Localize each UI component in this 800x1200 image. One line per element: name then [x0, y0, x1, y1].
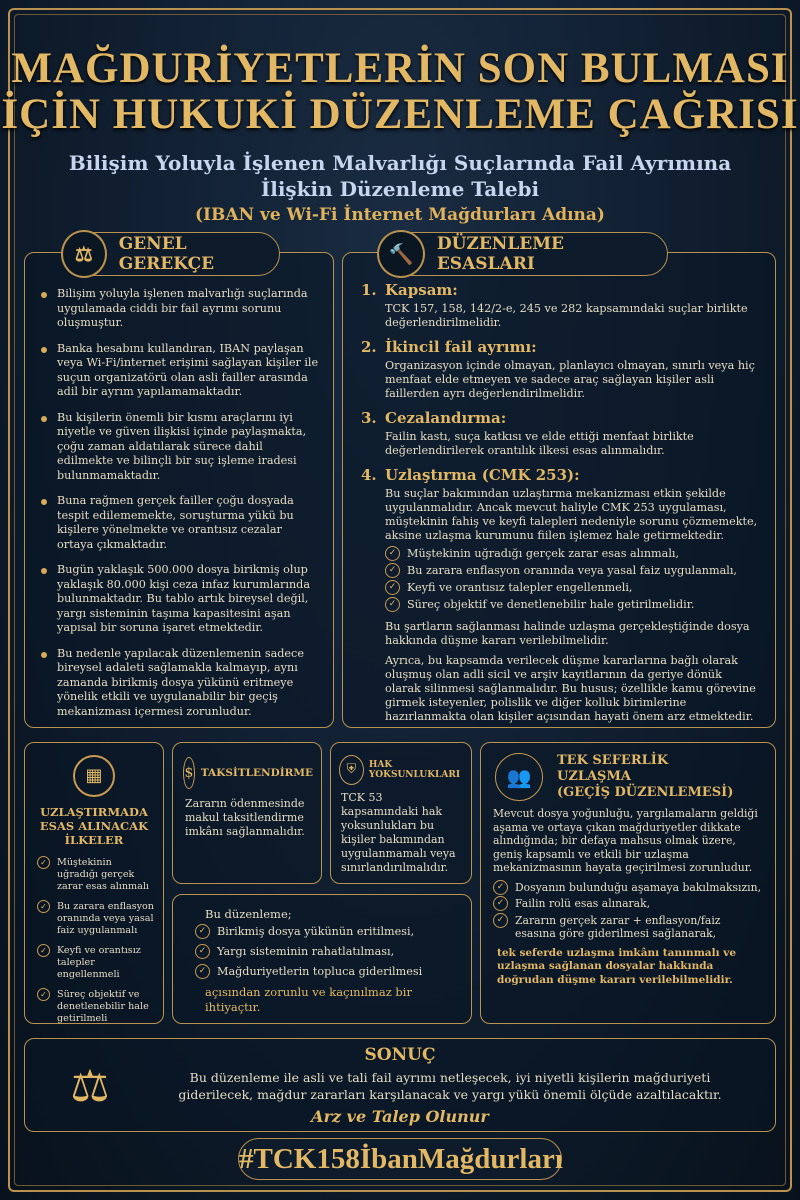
item-number: 2. — [361, 338, 377, 356]
bu-duzenleme-intro: Bu düzenleme; — [205, 907, 292, 921]
uzlastirma-ilkeler-panel — [24, 742, 164, 1024]
duzenleme-item-3 — [361, 409, 761, 458]
tek-seferlik-body: Mevcut dosya yoğunluğu, yargılamaların geldiği aşama ve ortaya çıkan mağduriyetler dikkate alındığında; bir defaya mahsus olmak üzere, geniş kapsamlı ve etkili bir uzlaşma mekanizmasının hayata geçirilmesi zorunludur. — [493, 807, 758, 874]
duzenleme-item-1 — [361, 281, 761, 330]
list-item: Buna rağmen gerçek failler çoğu dosyada tespit edilememekte, soruşturma yükü bu kişilere yönelmekte ve orantısız cezalar ortaya çıkmaktadır. — [39, 494, 321, 552]
hak-panel — [330, 742, 472, 884]
sonuc-heading: SONUÇ — [364, 1045, 436, 1065]
duzenleme-paragraph-1: Bu şartların sağlanması halinde uzlaşma gerçekleştiğinde dosya hakkında düşme kararı verilebilmelidir. — [385, 620, 750, 647]
duzenleme-item-2 — [361, 338, 761, 401]
item-title: Uzlaştırma (CMK 253): — [385, 466, 580, 484]
check-item: ✓ Mağduriyetlerin topluca giderilmesi — [195, 965, 461, 979]
check-item: ✓ Müştekinin uğradığı gerçek zarar esas alınmalı, — [385, 547, 761, 561]
gavel-icon: 🔨 — [377, 230, 425, 278]
item-number: 1. — [361, 281, 377, 299]
check-item: ✓ Keyfi ve orantısız talepler engellenmeli, — [385, 581, 761, 595]
shield-person-icon: ⛨ — [339, 755, 364, 785]
hak-body: TCK 53 kapsamındaki hak yoksunlukları bu kişiler bakımından uygulanmamalı veya sınırlandırılmalıdır. — [341, 791, 456, 874]
tek-seferlik-heading-3: (GEÇİŞ DÜZENLEMESİ) — [557, 785, 734, 800]
subtitle-line-1: Bilişim Yoluyla İşlenen Malvarlığı Suçlarında Fail Ayrımına — [68, 151, 732, 175]
money-bag-icon: $ — [183, 757, 195, 789]
check-item: ✓ Failin rolü esas alınarak, — [493, 897, 763, 911]
calendar-icon: ▦ — [25, 755, 163, 797]
subtitle-note: (IBAN ve Wi-Fi İnternet Mağdurları Adına) — [195, 205, 605, 225]
title-line-1: MAĞDURİYETLERİN SON BULMASI — [11, 45, 789, 92]
check-item: ✓ Birikmiş dosya yükünün eritilmesi, — [195, 925, 461, 939]
check-item: ✓ Süreç objektif ve denetlenebilir hale getirilmelidir. — [385, 598, 761, 612]
subtitle — [60, 150, 740, 202]
group-icon: 👥 — [495, 753, 543, 801]
item-title: Cezalandırma: — [385, 409, 507, 427]
duzenleme-item-4 — [361, 466, 761, 724]
duzenleme-paragraph-2: Ayrıca, bu kapsamda verilecek düşme kararlarına bağlı olarak oluşmuş olan adli sicil ve arşiv kayıtlarının da geriye dönük olarak silinmesi sağlanmalıdır. Bu husus; özellikle kamu görevine girmek isteyenler, polislik ve diğer kolluk birimlerine hazırlanmakta olan kişiler açısından hayati önem arz etmektedir. — [385, 654, 756, 723]
check-item: ✓ Bu zarara enflasyon oranında veya yasal faiz uygulanmalı — [37, 901, 155, 937]
item-body: Bu suçlar bakımından uzlaştırma mekanizması etkin şekilde uygulanmalıdır. Ancak mevcut haliyle CMK 253 uygulaması, müştekinin fahiş ve keyfi talepleri nedeniyle sorunu çözmemekte, aksine uzlaşma kurumunu fiilen işlemez hale getirmektedir. — [385, 487, 758, 542]
hashtag-badge: #TCK158İbanMağdurları — [238, 1138, 562, 1180]
item-title: Kapsam: — [385, 281, 458, 299]
duzenleme-content — [361, 281, 761, 732]
hak-heading: HAK YOKSUNLUKLARI — [368, 760, 461, 780]
check-item: ✓ Yargı sisteminin rahatlatılması, — [195, 945, 461, 959]
list-item: Banka hesabını kullandıran, IBAN paylaşan veya Wi-Fi/internet erişimi sağlayan kişiler ile suçun organizatörü olan asli failler arasında adil bir ayrım yapılamamaktadır. — [39, 342, 321, 400]
tek-seferlik-heading-2: UZLAŞMA — [557, 769, 631, 784]
duzenleme-heading: DÜZENLEME ESASLARI — [436, 234, 565, 274]
tek-seferlik-panel — [480, 742, 776, 1024]
item-body: Failin kastı, suça katkısı ve elde ettiği menfaat birlikte değerlendirilerek orantılık ilkesi esas alınmalıdır. — [385, 430, 694, 457]
check-item: ✓ Süreç objektif ve denetlenebilir hale getirilmeli — [37, 989, 155, 1025]
item-number: 4. — [361, 466, 377, 484]
genel-gerekce-header — [62, 232, 280, 276]
tek-seferlik-list — [493, 881, 763, 941]
scales-icon: ⚖ — [61, 230, 107, 278]
bu-duzenleme-outro: açısından zorunlu ve kaçınılmaz bir ihtiyaçtır. — [205, 985, 412, 1014]
list-item: Bilişim yoluyla işlenen malvarlığı suçlarında uygulamada ciddi bir fail ayrımı sorunu oluşmuştur. — [39, 287, 321, 331]
list-item: Bu kişilerin önemli bir kısmı araçlarını iyi niyetle ve güven ilişkisi içinde paylaşmakta, çoğu zaman aldatılarak sürece dahil edilmekte ve bilinçli bir suç işleme iradesi bulunmamaktadır. — [39, 411, 321, 484]
list-item: Bugün yaklaşık 500.000 dosya birikmiş olup yaklaşık 80.000 kişi ceza infaz kurumlarında bulunmaktadır. Bu tablo artık bireysel değil, yargı sisteminin taşıma kapasitesini aşan yapısal bir soruna işaret etmektedir. — [39, 563, 321, 636]
bu-duzenleme-list — [195, 925, 461, 979]
taksit-body: Zararın ödenmesinde makul taksitlendirme imkânı sağlanmalıdır. — [185, 797, 305, 838]
page-title — [0, 46, 800, 138]
sonuc-signature: Arz ve Talep Olunur — [311, 1107, 489, 1126]
sonuc-panel — [24, 1038, 776, 1132]
genel-gerekce-heading: GENEL GEREKÇE — [118, 234, 215, 274]
taksit-panel — [172, 742, 322, 884]
genel-gerekce-panel — [24, 252, 334, 728]
check-item: ✓ Zararın gerçek zarar + enflasyon/faiz esasına göre giderilmesi sağlanarak, — [493, 914, 763, 941]
duzenleme-panel — [342, 252, 776, 728]
check-item: ✓ Keyfi ve orantısız talepler engellenmeli — [37, 945, 155, 981]
bu-duzenleme-panel — [172, 894, 472, 1024]
taksit-heading: TAKSİTLENDİRME — [200, 767, 313, 779]
subtitle-line-2: İlişkin Düzenleme Talebi — [260, 177, 540, 201]
uzlastirma-ilkeler-heading: UZLAŞTIRMADA ESAS ALINACAK İLKELER — [39, 805, 149, 847]
item-body: Organizasyon içinde olmayan, planlayıcı olmayan, sınırlı veya hiç menfaat elde etmeyen ve sadece araç sağlayan kişiler asli faillerden ayrı değerlendirilmelidir. — [385, 359, 755, 400]
item-body: TCK 157, 158, 142/2-e, 245 ve 282 kapsamındaki suçlar birlikte değerlendirilmelidir. — [385, 302, 748, 329]
genel-gerekce-list — [39, 287, 321, 730]
uzlastirma-ilkeler-list — [37, 857, 155, 1025]
check-item: ✓ Dosyanın bulunduğu aşamaya bakılmaksızın, — [493, 881, 763, 895]
list-item: Bu nedenle yapılacak düzenlemenin sadece bireysel adaleti sağlamakla kalmayıp, aynı zamanda birikmiş dosya yükünü eritmeye yönelik etkili ve uygulanabilir bir geçiş mekanizması içermesi zorunludur. — [39, 647, 321, 720]
title-line-2: İÇİN HUKUKİ DÜZENLEME ÇAĞRISI — [1, 91, 799, 138]
item-title: İkincil fail ayrımı: — [385, 338, 537, 356]
uzlastirma-check-list — [385, 547, 761, 612]
sonuc-body: Bu düzenleme ile asli ve tali fail ayrımı netleşecek, iyi niyetli kişilerin mağduriyeti giderilecek, mağdur zararları karşılanacak ve yargı yükü önemli ölçüde azaltılacaktır. — [178, 1070, 722, 1102]
duzenleme-header — [378, 232, 668, 276]
item-number: 3. — [361, 409, 377, 427]
tek-seferlik-conclusion: tek seferde uzlaşma imkânı tanınmalı ve uzlaşma sağlanan dosyalar hakkında doğrudan düşme kararı verilebilmelidir. — [497, 946, 737, 986]
check-item: ✓ Bu zarara enflasyon oranında veya yasal faiz uygulanmalı, — [385, 564, 761, 578]
tek-seferlik-heading-1: TEK SEFERLİK — [557, 753, 669, 768]
scales-icon: ⚖ — [70, 1061, 110, 1112]
check-item: ✓ Müştekinin uğradığı gerçek zarar esas alınmalı — [37, 857, 155, 893]
